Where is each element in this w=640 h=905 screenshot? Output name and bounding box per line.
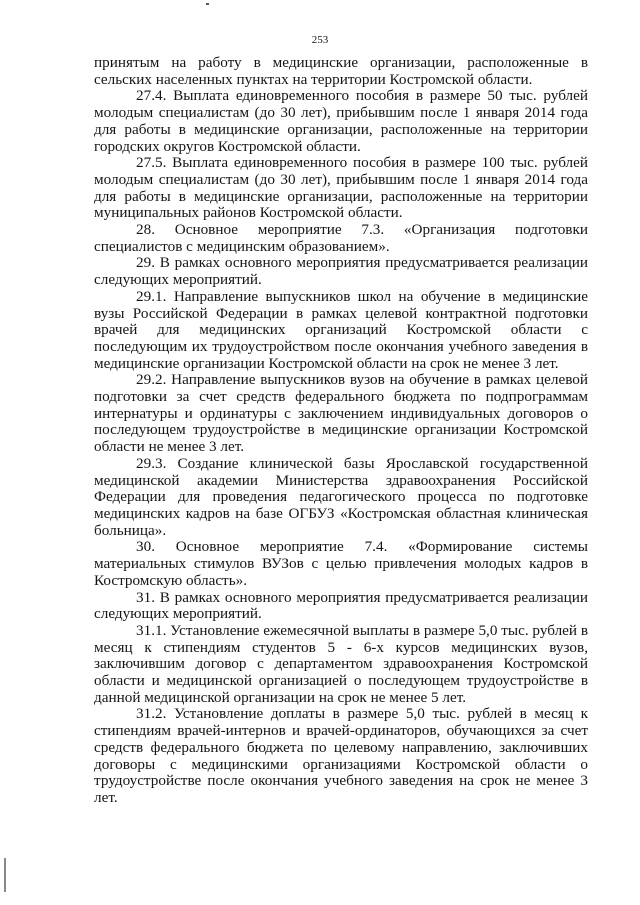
paragraph-31-1: 31.1. Установление ежемесячной выплаты в размере 5,0 тыс. рублей в месяц к стипендиям студентов 5 - 6-х курсов медицинских вузов, заключившим договор с департаментом здравоохранения Костромской области и медицинской организацией о последующем трудоустройстве в данной медицинской организации на срок не менее 5 лет. <box>94 621 588 706</box>
page-number: 253 <box>311 34 329 46</box>
paragraph-29: 29. В рамках основного мероприятия предусматривается реализации следующих мероприятий. <box>94 254 588 289</box>
paragraph-27-4: 27.4. Выплата единовременного пособия в размере 50 тыс. рублей молодым специалистам (до 30 лет), прибывшим после 1 января 2014 года для работы в медицинские организации, расположенные на территории городских округов Костромской области. <box>94 87 588 155</box>
paragraph-28: 28. Основное мероприятие 7.3. «Организация подготовки специалистов с медицинским образованием». <box>94 221 588 255</box>
paragraph-29-2: 29.2. Направление выпускников вузов на обучение в рамках целевой подготовки за счет средств федерального бюджета по подпрограммам интернатуры и ординатуры с заключением индивидуальных договоров о последующем трудоустройстве в медицинские организации Костромской области не менее 3 лет. <box>94 371 588 456</box>
document-body <box>94 55 588 807</box>
paragraph-31: 31. В рамках основного мероприятия предусматривается реализации следующих мероприятий. <box>94 588 588 623</box>
paragraph-continuation: принятым на работу в медицинские организации, расположенные в сельских населенных пунктах на территории Костромской области. <box>94 54 588 88</box>
paragraph-27-5: 27.5. Выплата единовременного пособия в размере 100 тыс. рублей молодым специалистам (до 30 лет), прибывшим после 1 января 2014 года для работы в медицинские организации, расположенные на территории муниципальных районов Костромской области. <box>94 154 588 222</box>
paragraph-31-2: 31.2. Установление доплаты в размере 5,0 тыс. рублей в месяц к стипендиям врачей-интернов и врачей-ординаторов, обучающихся за счет средств федерального бюджета по целевому направлению, заключивших договоры с медицинскими организациями Костромской области о трудоустройстве после окончания учебного заведения на срок не менее 3 лет. <box>94 705 588 806</box>
paragraph-29-3: 29.3. Создание клинической базы Ярославской государственной медицинской академии Министерства здравоохранения Российской Федерации для проведения педагогического процесса по подготовке медицинских кадров на базе ОГБУЗ «Костромская областная клиническая больница». <box>94 454 588 539</box>
scan-mark-top <box>206 3 209 5</box>
paragraph-29-1: 29.1. Направление выпускников школ на обучение в медицинские вузы Российской Федерации в рамках целевой контрактной подготовки врачей для медицинских организаций Костромской области с последующим их трудоустройством после окончания учебного заведения в медицинские организации Костромской области на срок не менее 3 лет. <box>94 287 588 372</box>
scan-mark-left <box>4 858 6 892</box>
paragraph-30: 30. Основное мероприятие 7.4. «Формирование системы материальных стимулов ВУЗов с целью привлечения молодых кадров в Костромскую область». <box>94 538 588 589</box>
